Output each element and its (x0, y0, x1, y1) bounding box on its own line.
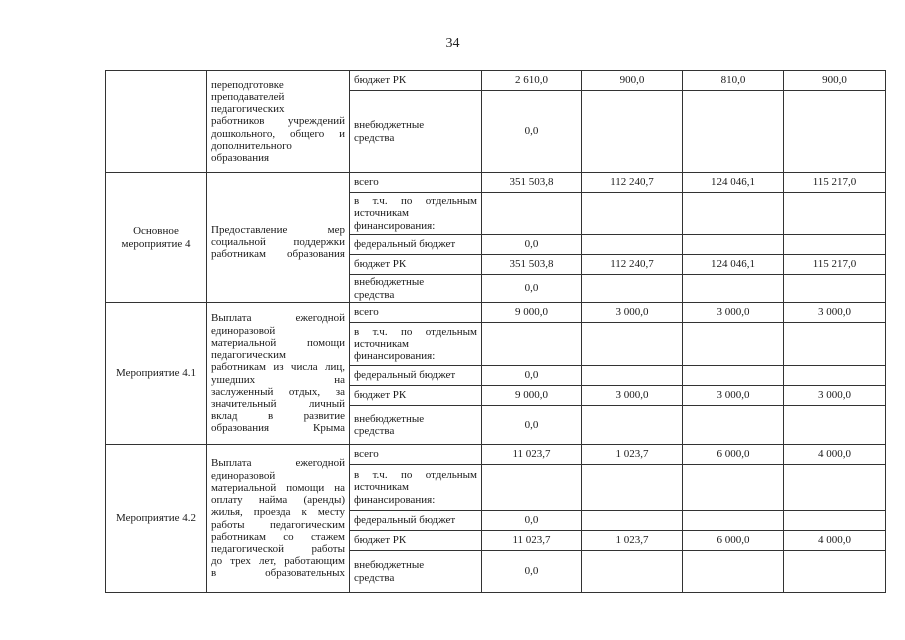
text-line: в т.ч. по отдельным (354, 325, 477, 338)
amount-cell: 900,0 (784, 71, 886, 91)
amount-cell: 11 023,7 (482, 531, 582, 551)
text-line: финансирования: (354, 219, 436, 232)
text-line: дошкольного, общего и (211, 127, 345, 140)
text-line: внебюджетные (354, 119, 425, 132)
text-line: значительный личный (211, 397, 345, 410)
text-line: бюджет РК (354, 258, 407, 271)
amount-cell: 351 503,8 (482, 255, 582, 275)
text-line: социальной поддержки (211, 235, 345, 248)
amount-cell (482, 193, 582, 235)
text-line: в т.ч. по отдельным (354, 469, 477, 482)
amount-cell: 0,0 (482, 511, 582, 531)
text-line: дополнительного (211, 139, 292, 152)
text-line: образования (211, 152, 270, 164)
amount-cell (784, 275, 886, 303)
text-line: работников учреждений (211, 115, 345, 128)
amount-cell (582, 235, 683, 255)
funding-source-cell (350, 465, 482, 511)
funding-source-cell (350, 303, 482, 323)
text-line: в образовательных (211, 567, 345, 580)
amount-cell: 3 000,0 (582, 303, 683, 323)
amount-cell (683, 235, 784, 255)
funding-source-cell (350, 193, 482, 235)
text-line: материальной помощи (211, 336, 345, 349)
amount-cell (683, 511, 784, 531)
text-line: Мероприятие 4.1 (116, 367, 196, 380)
text-line: в т.ч. по отдельным (354, 195, 477, 208)
amount-cell (582, 406, 683, 445)
amount-cell: 124 046,1 (683, 255, 784, 275)
text-line: всего (354, 306, 379, 319)
text-line: федеральный бюджет (354, 369, 456, 382)
amount-cell: 0,0 (482, 366, 582, 386)
text-line: ушедших на (211, 373, 345, 386)
amount-cell (784, 551, 886, 593)
table-row (106, 445, 886, 465)
text-line: источникам (354, 337, 409, 350)
funding-source-cell (350, 323, 482, 366)
text-line: вклад в развитие (211, 410, 345, 423)
amount-cell (582, 511, 683, 531)
table-row (106, 71, 886, 91)
text-line: средства (354, 425, 395, 437)
funding-source-cell (350, 91, 482, 173)
text-line: материальной помощи на (211, 481, 345, 494)
text-line: работникам из числа лиц, (211, 361, 345, 374)
amount-cell (683, 465, 784, 511)
amount-cell: 4 000,0 (784, 531, 886, 551)
amount-cell: 0,0 (482, 275, 582, 303)
amount-cell (784, 366, 886, 386)
amount-cell (582, 193, 683, 235)
funding-source-cell (350, 366, 482, 386)
amount-cell (784, 511, 886, 531)
amount-cell: 3 000,0 (683, 386, 784, 406)
text-line: внебюджетные (354, 412, 425, 425)
text-line: источникам (354, 207, 409, 220)
amount-cell (582, 323, 683, 366)
measure-name-cell (207, 303, 350, 445)
measure-name-cell (207, 173, 350, 303)
funding-source-cell (350, 173, 482, 193)
amount-cell (784, 235, 886, 255)
text-line: Предоставление мер (211, 223, 345, 236)
amount-cell: 112 240,7 (582, 255, 683, 275)
text-line: образования Крыма (211, 422, 345, 435)
text-line: жилья, проезда к месту (211, 506, 345, 519)
amount-cell (784, 323, 886, 366)
amount-cell: 11 023,7 (482, 445, 582, 465)
text-line: бюджет РК (354, 74, 407, 87)
text-line: источникам (354, 481, 409, 494)
measure-name-cell (207, 71, 350, 173)
text-line: средства (354, 571, 395, 584)
text-line: финансирования: (354, 350, 436, 363)
amount-cell (582, 275, 683, 303)
text-line: оплату найма (аренды) (211, 494, 345, 507)
funding-source-cell (350, 235, 482, 255)
amount-cell: 124 046,1 (683, 173, 784, 193)
text-line: внебюджетные (354, 559, 425, 572)
funding-source-cell (350, 275, 482, 303)
amount-cell: 9 000,0 (482, 303, 582, 323)
amount-cell (784, 465, 886, 511)
measure-name-cell (207, 445, 350, 593)
funding-source-cell (350, 511, 482, 531)
amount-cell: 0,0 (482, 235, 582, 255)
amount-cell (784, 193, 886, 235)
amount-cell: 4 000,0 (784, 445, 886, 465)
funding-source-cell (350, 71, 482, 91)
amount-cell: 1 023,7 (582, 531, 683, 551)
text-line: финансирования: (354, 493, 436, 506)
amount-cell: 3 000,0 (683, 303, 784, 323)
amount-cell: 3 000,0 (582, 386, 683, 406)
text-line: работы педагогическим (211, 518, 345, 531)
amount-cell: 9 000,0 (482, 386, 582, 406)
funding-source-cell (350, 255, 482, 275)
text-line: до трех лет, работающим (211, 555, 345, 568)
amount-cell: 0,0 (482, 91, 582, 173)
text-line: всего (354, 448, 379, 461)
text-line: преподавателей (211, 90, 285, 103)
text-line: единоразовой (211, 469, 276, 482)
amount-cell (683, 193, 784, 235)
amount-cell (683, 551, 784, 593)
text-line: педагогической работы (211, 542, 345, 555)
text-line: единоразовой (211, 324, 276, 337)
amount-cell (784, 406, 886, 445)
measure-code-cell (106, 173, 207, 303)
amount-cell: 115 217,0 (784, 173, 886, 193)
amount-cell (482, 465, 582, 511)
text-line: средства (354, 288, 395, 301)
text-line: переподготовке (211, 78, 284, 91)
amount-cell (582, 465, 683, 511)
amount-cell (683, 275, 784, 303)
amount-cell (582, 366, 683, 386)
amount-cell (683, 406, 784, 445)
text-line: всего (354, 176, 379, 189)
amount-cell (582, 91, 683, 173)
amount-cell (582, 551, 683, 593)
text-line: внебюджетные (354, 276, 425, 289)
text-line: бюджет РК (354, 534, 407, 547)
amount-cell (482, 323, 582, 366)
text-line: федеральный бюджет (354, 514, 456, 527)
funding-source-cell (350, 406, 482, 445)
amount-cell: 3 000,0 (784, 303, 886, 323)
amount-cell: 351 503,8 (482, 173, 582, 193)
measure-code-cell (106, 71, 207, 173)
text-line: педагогическим (211, 349, 287, 362)
funding-source-cell (350, 531, 482, 551)
table-row (106, 303, 886, 323)
text-line: средства (354, 131, 395, 144)
amount-cell: 0,0 (482, 406, 582, 445)
text-line: федеральный бюджет (354, 238, 456, 251)
amount-cell: 112 240,7 (582, 173, 683, 193)
text-line: работникам образования (211, 248, 345, 261)
amount-cell: 2 610,0 (482, 71, 582, 91)
amount-cell: 6 000,0 (683, 531, 784, 551)
amount-cell: 900,0 (582, 71, 683, 91)
amount-cell: 3 000,0 (784, 386, 886, 406)
amount-cell: 6 000,0 (683, 445, 784, 465)
amount-cell: 0,0 (482, 551, 582, 593)
text-line: мероприятие 4 (121, 237, 191, 250)
text-line: Мероприятие 4.2 (116, 512, 196, 525)
amount-cell (683, 323, 784, 366)
amount-cell: 1 023,7 (582, 445, 683, 465)
funding-source-cell (350, 445, 482, 465)
amount-cell (784, 91, 886, 173)
text-line: заслуженный отдых, за (211, 385, 345, 398)
text-line: бюджет РК (354, 389, 407, 402)
funding-source-cell (350, 386, 482, 406)
measure-code-cell (106, 445, 207, 593)
page-number: 34 (445, 36, 460, 51)
funding-source-cell (350, 551, 482, 593)
text-line: Основное (133, 225, 179, 238)
amount-cell: 115 217,0 (784, 255, 886, 275)
amount-cell: 810,0 (683, 71, 784, 91)
text-line: работникам со стажем (211, 530, 345, 543)
table-row (106, 173, 886, 193)
text-line: педагогических (211, 103, 285, 116)
amount-cell (683, 366, 784, 386)
measure-code-cell (106, 303, 207, 445)
text-line: Выплата ежегодной (211, 312, 345, 325)
text-line: Выплата ежегодной (211, 457, 345, 470)
amount-cell (683, 91, 784, 173)
funding-table (105, 70, 886, 593)
